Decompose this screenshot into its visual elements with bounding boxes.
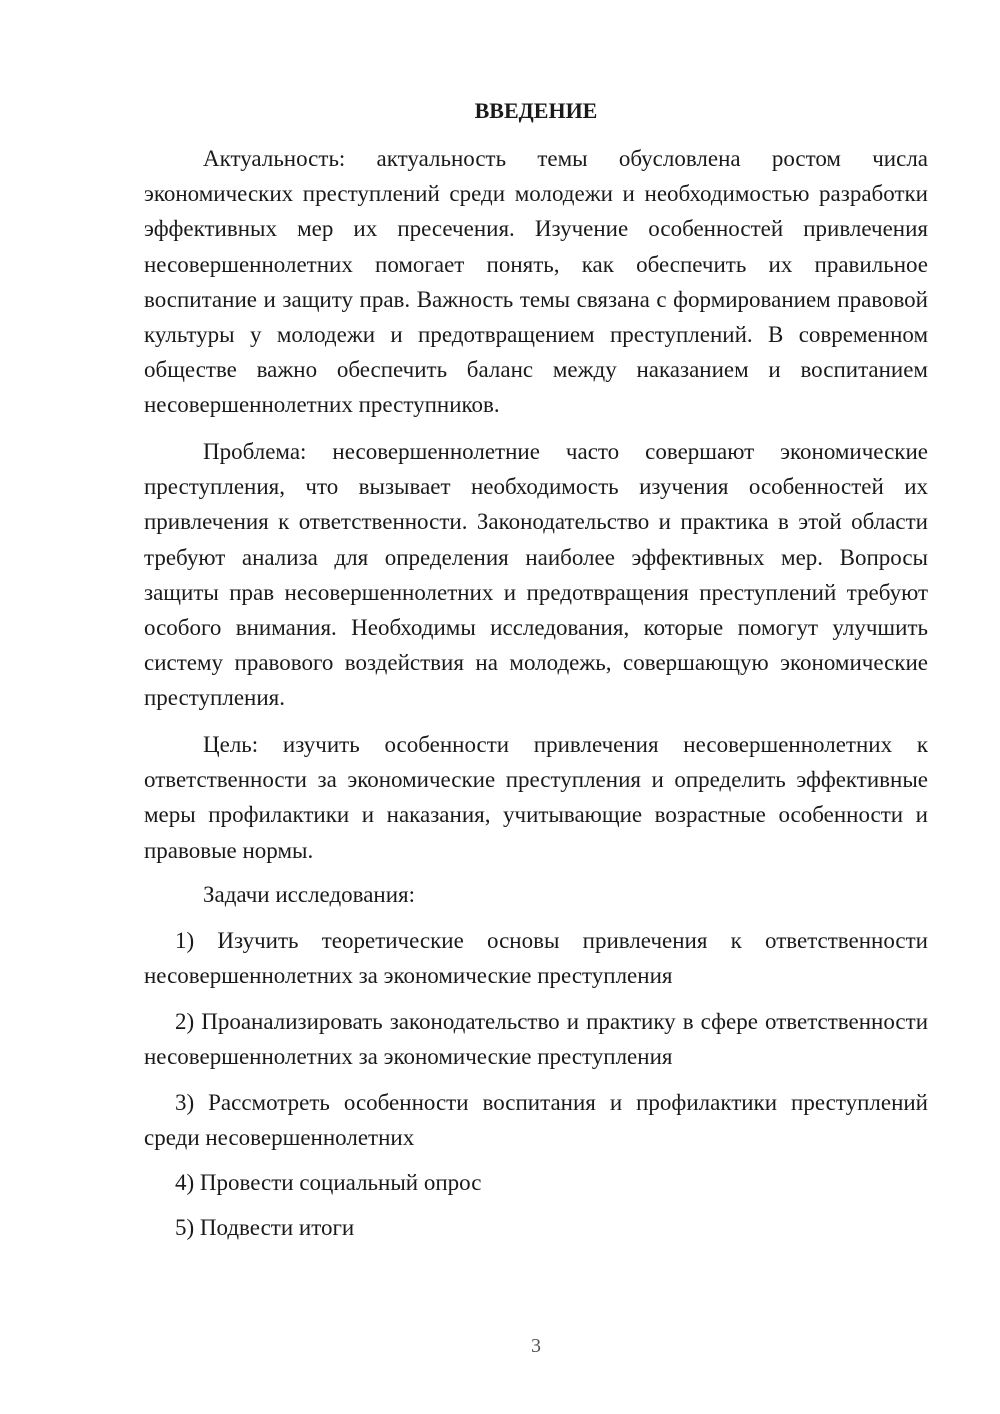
page-number: 3 xyxy=(531,1335,541,1357)
task-item-2: 2) Проанализировать законодательство и практику в сфере ответственности несовершеннолетних за экономические преступления xyxy=(144,1009,928,1069)
document-page xyxy=(144,0,928,1414)
goal-paragraph: Цель: изучить особенности привлечения несовершеннолетних к ответственности за экономические преступления и определить эффективные меры профилактики и наказания, учитывающие возрастные особенности и правовые нормы. xyxy=(144,732,928,863)
task-item-5: 5) Подвести итоги xyxy=(175,1215,355,1240)
task-item-1: 1) Изучить теоретические основы привлечения к ответственности несовершеннолетних за экономические преступления xyxy=(144,928,928,988)
task-item-3: 3) Рассмотреть особенности воспитания и профилактики преступлений среди несовершеннолетних xyxy=(144,1090,928,1150)
problem-paragraph: Проблема: несовершеннолетние часто совершают экономические преступления, что вызывает необходимость изучения особенностей их привлечения к ответственности. Законодательство и практика в этой области требуют анализа для определения наиболее эффективных мер. Вопросы защиты прав несовершеннолетних и предотвращения преступлений требуют особого внимания. Необходимы исследования, которые помогут улучшить систему правового воздействия на молодежь, совершающую экономические преступления. xyxy=(144,439,928,711)
task-item-4: 4) Провести социальный опрос xyxy=(175,1170,482,1195)
tasks-heading: Задачи исследования: xyxy=(203,882,416,907)
section-title: ВВЕДЕНИЕ xyxy=(474,98,598,123)
relevance-paragraph: Актуальность: актуальность темы обусловлена ростом числа экономических преступлений среди молодежи и необходимостью разработки эффективных мер их пресечения. Изучение особенностей привлечения несовершеннолетних помогает понять, как обеспечить их правильное воспитание и защиту прав. Важность темы связана с формированием правовой культуры у молодежи и предотвращением преступлений. В современном обществе важно обеспечить баланс между наказанием и воспитанием несовершеннолетних преступников. xyxy=(144,146,928,418)
